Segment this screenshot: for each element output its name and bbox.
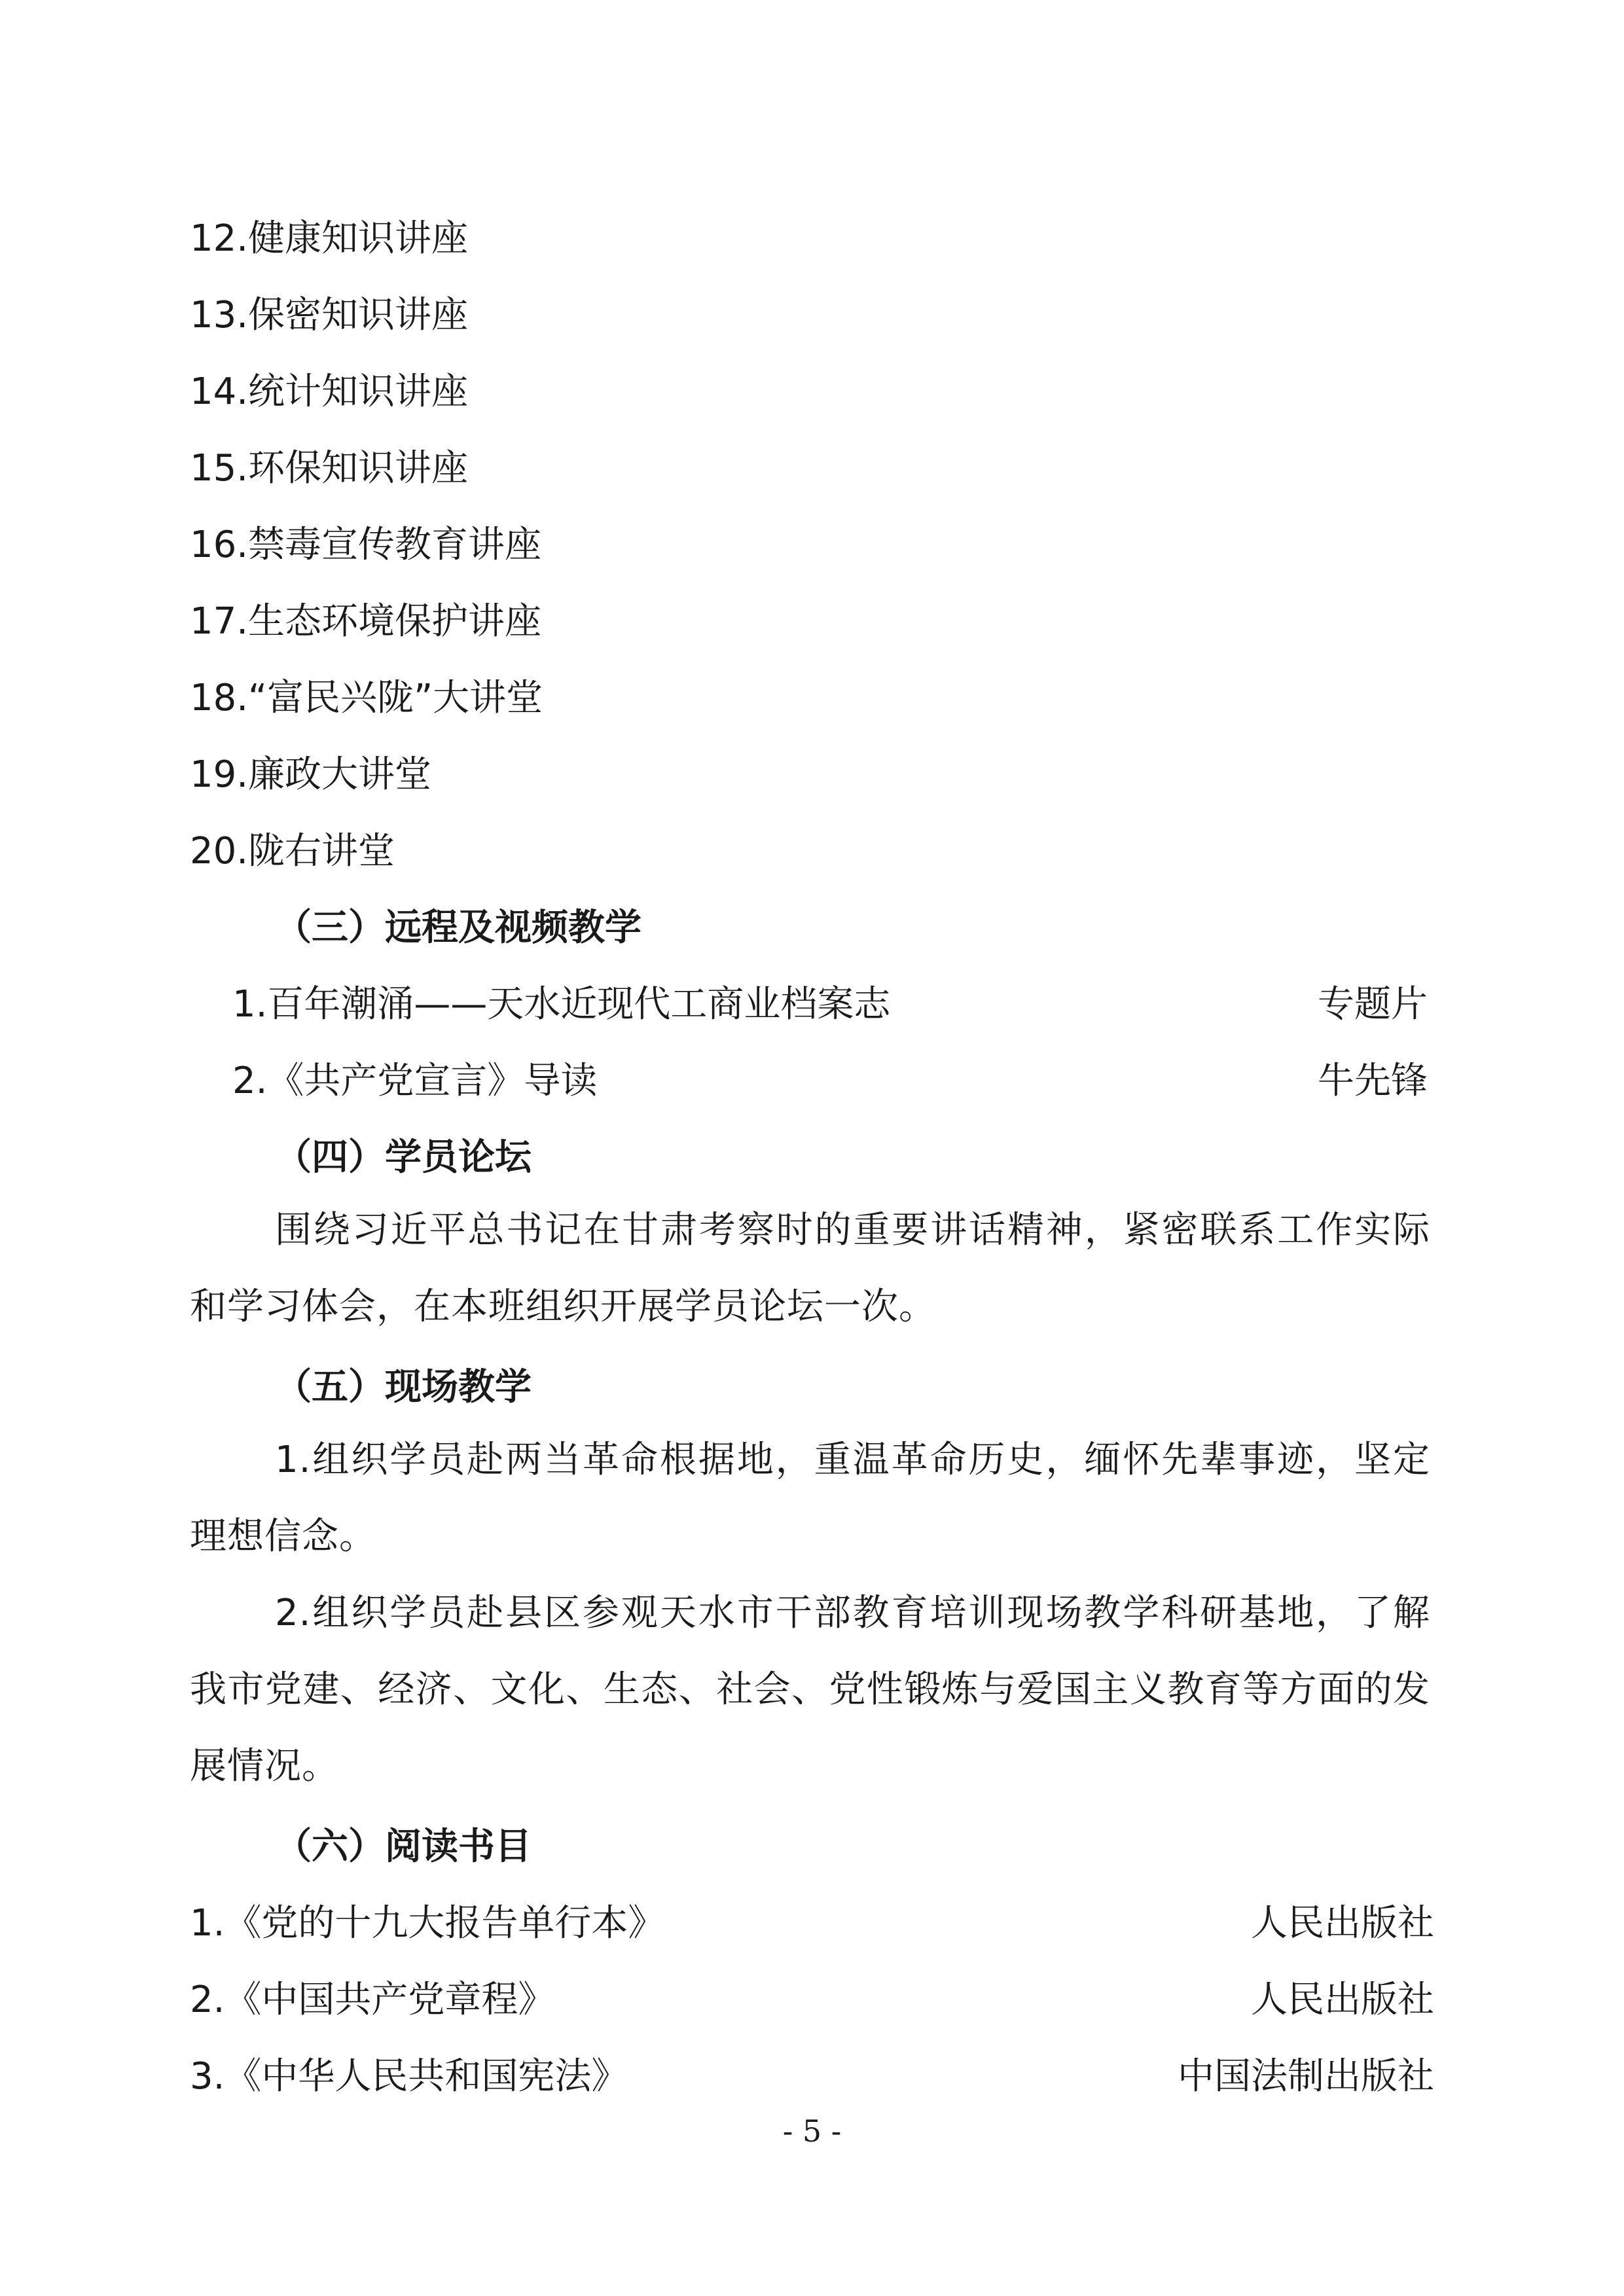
book-title: 3.《中华人民共和国宪法》 — [190, 2055, 628, 2098]
lecture-item: 19.廉政大讲堂 — [190, 753, 432, 796]
video-item-title: 2.《共产党宣言》导读 — [232, 1060, 598, 1102]
lecture-item: 14.统计知识讲座 — [190, 370, 469, 413]
book-title: 2.《中国共产党章程》 — [190, 1979, 555, 2021]
book-publisher: 人民出版社 — [1251, 1902, 1434, 1945]
section-heading-forum: （四）学员论坛 — [275, 1136, 532, 1179]
lecture-item: 20.陇右讲堂 — [190, 830, 395, 872]
lecture-item: 13.保密知识讲座 — [190, 294, 469, 336]
video-item-title: 1.百年潮涌——天水近现代工商业档案志 — [232, 983, 891, 1026]
page-number: - 5 - — [782, 2113, 842, 2149]
field-teaching-paragraph-2: 2.组织学员赴县区参观天水市干部教育培训现场教学科研基地，了解我市党建、经济、文化、生态、社会、党性锻炼与爱国主义教育等方面的发展情况。 — [190, 1592, 1430, 1787]
forum-paragraph: 围绕习近平总书记在甘肃考察时的重要讲话精神，紧密联系工作实际和学习体会，在本班组织开展学员论坛一次。 — [190, 1209, 1430, 1328]
book-title: 1.《党的十九大报告单行本》 — [190, 1902, 665, 1945]
lecture-item: 17.生态环境保护讲座 — [190, 600, 542, 643]
lecture-item: 15.环保知识讲座 — [190, 447, 469, 490]
book-publisher: 中国法制出版社 — [1178, 2055, 1434, 2098]
book-publisher: 人民出版社 — [1251, 1979, 1434, 2021]
section-heading-remote-video: （三）远程及视频教学 — [275, 906, 641, 949]
section-heading-field-teaching: （五）现场教学 — [275, 1366, 532, 1408]
section-heading-reading-list: （六）阅读书目 — [275, 1825, 532, 1868]
video-item-speaker: 牛先锋 — [1318, 1060, 1428, 1102]
lecture-item: 16.禁毒宣传教育讲座 — [190, 524, 542, 566]
lecture-item: 18.“富民兴陇”大讲堂 — [190, 677, 543, 719]
lecture-item: 12.健康知识讲座 — [190, 217, 469, 260]
video-item-type: 专题片 — [1318, 983, 1428, 1026]
field-teaching-paragraph-1: 1.组织学员赴两当革命根据地，重温革命历史，缅怀先辈事迹，坚定理想信念。 — [190, 1439, 1430, 1558]
